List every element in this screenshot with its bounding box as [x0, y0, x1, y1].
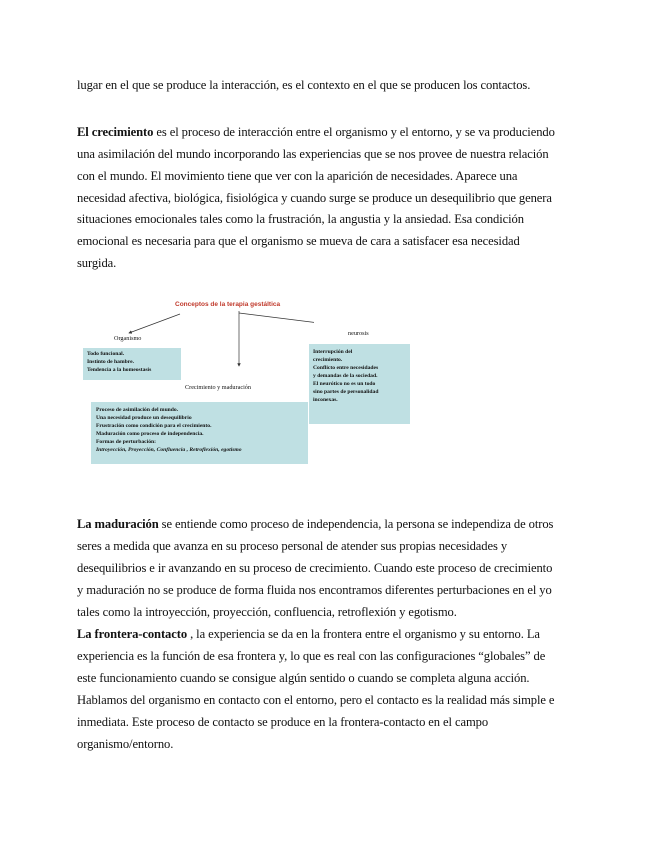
text-line: organismo/entorno.	[77, 737, 174, 751]
label-crecimiento-maduracion: Crecimiento y maduración	[185, 384, 251, 391]
box-line: Una necesidad produce un desequilibrio	[96, 415, 192, 421]
text-span: se entiende como proceso de independencia, la persona se independiza de otros	[158, 517, 554, 531]
text-line: desequilibrios e ir avanzando en su proceso de crecimiento. Cuando este proceso de crecimiento	[77, 561, 553, 575]
box-line: y demandas de la sociedad.	[313, 373, 378, 379]
text-line: seres a medida que avanza en su proceso personal de atender sus propias necesidades y	[77, 539, 508, 553]
box-line: Maduración como proceso de independencia.	[96, 431, 204, 437]
box-neurosis	[309, 344, 410, 424]
gestalt-concepts-figure	[77, 289, 379, 469]
figure-title: Conceptos de la terapia gestáltica	[175, 301, 281, 308]
box-line: crecimiento.	[313, 357, 343, 363]
text-line: necesidad afectiva, biológica, fisiológica y cuando surge se produce un desequilibrio que genera	[77, 191, 552, 205]
text-line: emocional es necesaria para que el organismo se mueva de cara a satisfacer esa necesidad	[77, 234, 520, 248]
box-line: Proceso de asimilación del mundo.	[96, 407, 179, 413]
text-line: y maduración no se produce de forma fluida nos encontramos diferentes perturbaciones en el yo	[77, 583, 552, 597]
text-span: , la experiencia se da en la frontera entre el organismo y su entorno. La	[187, 627, 540, 641]
text-line: este funcionamiento cuando se consigue algún sentido o cuando se completa alguna acción.	[77, 671, 530, 685]
text-line: surgida.	[77, 256, 117, 270]
box-line: Interrupción del	[313, 349, 353, 355]
box-line: Formas de perturbación:	[96, 439, 156, 445]
text-line: Hablamos del organismo en contacto con el entorno, pero el contacto es la realidad más simple e	[77, 693, 555, 707]
text-line: situaciones emocionales tales como la frustración, la angustia y la ansiedad. Esa condición	[77, 212, 524, 226]
box-line-italic: Introyección, Proyección, Confluencia , Retroflexión, egotismo	[96, 447, 242, 453]
text-line: experiencia es la función de esa frontera y, lo que es real con las configuraciones “globales” de	[77, 649, 546, 663]
box-line: El neurótico no es un todo	[313, 381, 376, 387]
term-frontera-contacto: La frontera-contacto	[77, 627, 188, 641]
term-crecimiento: El crecimiento	[77, 125, 154, 139]
text-line: una asimilación del mundo incorporando las experiencias que se nos provee de nuestra relación	[77, 147, 549, 161]
box-line: Frustración como condición para el crecimiento.	[96, 423, 212, 429]
text-line	[77, 125, 555, 140]
box-line: Tendencia a la homeostasis	[87, 367, 152, 373]
text-line: inmediata. Este proceso de contacto se produce en la frontera-contacto en el campo	[77, 715, 489, 729]
text-line: lugar en el que se produce la interacción, es el contexto en el que se producen los contactos.	[77, 78, 531, 92]
text-line: con el mundo. El movimiento tiene que ver con la aparición de necesidades. Aparece una	[77, 169, 518, 183]
box-line: sino partes de personalidad	[313, 389, 379, 395]
term-maduracion: La maduración	[77, 517, 159, 531]
arrow-to-neurosis	[239, 313, 314, 328]
box-line: Instinto de hambre.	[87, 359, 134, 365]
label-neurosis: neurosis	[348, 330, 369, 337]
text-span: es el proceso de interacción entre el organismo y el entorno, y se va produciendo	[153, 125, 555, 139]
box-crecimiento-maduracion	[91, 402, 308, 464]
box-line: Todo funcional.	[87, 351, 125, 357]
box-line: inconexas.	[313, 397, 338, 403]
text-line	[77, 627, 540, 642]
box-organismo	[83, 348, 181, 380]
text-line: tales como la introyección, proyección, confluencia, retroflexión y egotismo.	[77, 605, 457, 619]
box-line: Conflicto entre necesidades	[313, 365, 379, 371]
text-line	[77, 517, 553, 532]
arrow-to-organismo	[129, 314, 180, 333]
label-organismo: Organismo	[114, 335, 142, 342]
